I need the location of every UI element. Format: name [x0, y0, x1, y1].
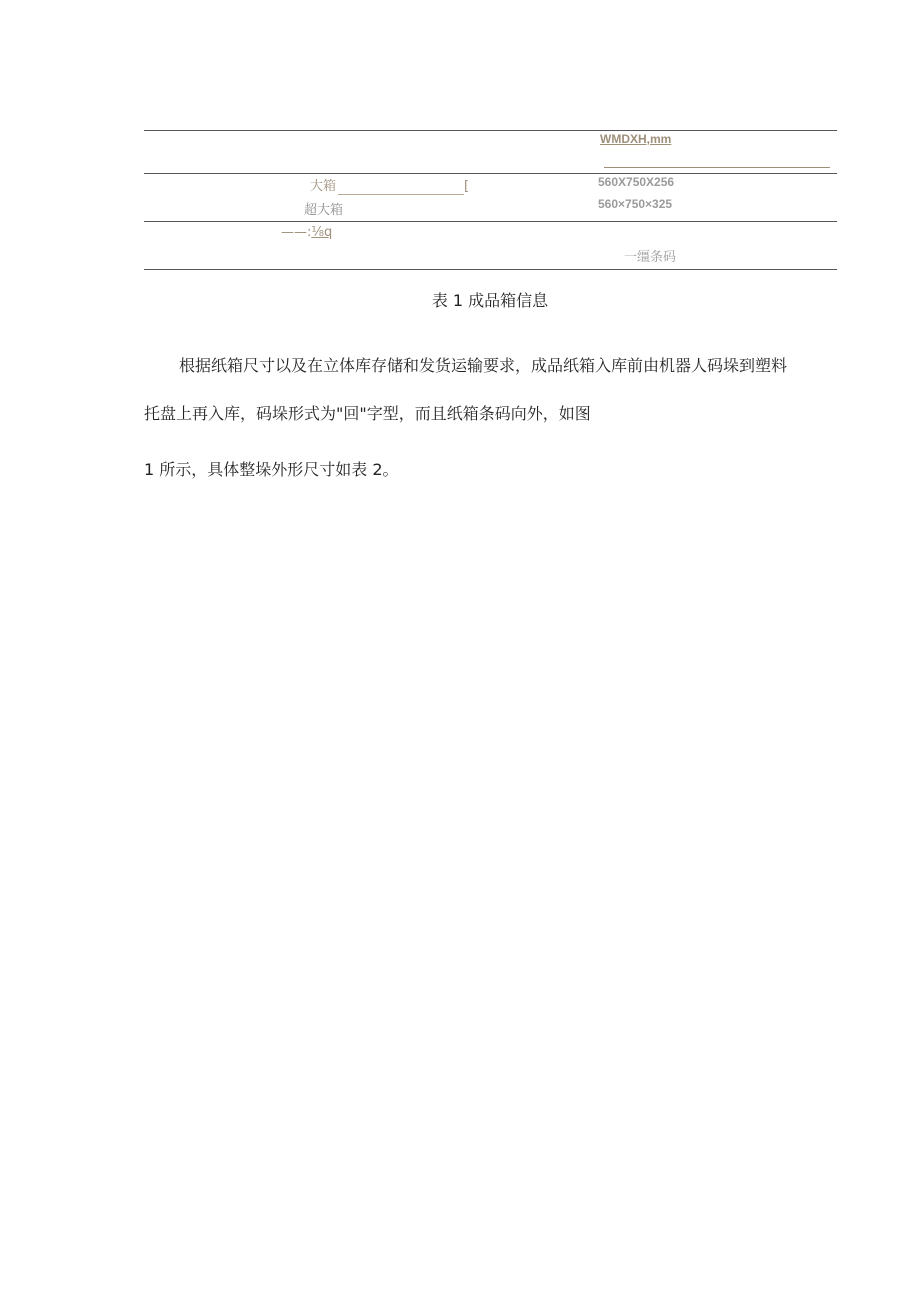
- note-symbol-prefix: ——:: [281, 225, 312, 240]
- body-paragraph-line-3: 1 所示，具体整垛外形尺寸如表 2。: [144, 460, 399, 479]
- table-body-rule: [144, 221, 837, 222]
- table-caption: 表 1 成品箱信息: [431, 291, 549, 310]
- header-underline: [604, 167, 830, 168]
- header-dimension-label: WMDXH,mm: [600, 132, 672, 146]
- table-top-rule: [144, 130, 837, 131]
- row-large-box-dimension: 560X750X256: [598, 175, 675, 189]
- row-large-box-name: 大箱: [310, 179, 337, 194]
- table-bottom-rule: [144, 269, 837, 270]
- row-large-box-underline: [338, 194, 464, 195]
- body-paragraph-line-1: 根据纸箱尺寸以及在立体库存储和发货运输要求，成品纸箱入库前由机器人码垛到塑料: [179, 356, 788, 375]
- table-header-rule: [144, 173, 837, 174]
- row-extra-large-box-name: 超大箱: [304, 203, 344, 218]
- note-symbol-link[interactable]: ⅛q: [311, 225, 333, 240]
- row-extra-large-box-dimension: 560×750×325: [598, 197, 673, 211]
- barcode-label: 一缰条码: [624, 250, 677, 265]
- table-note-symbol: [281, 226, 332, 239]
- row-large-box-bracket: [: [464, 179, 470, 194]
- body-paragraph-line-2: 托盘上再入库，码垛形式为"回"字型，而且纸箱条码向外，如图: [144, 404, 591, 423]
